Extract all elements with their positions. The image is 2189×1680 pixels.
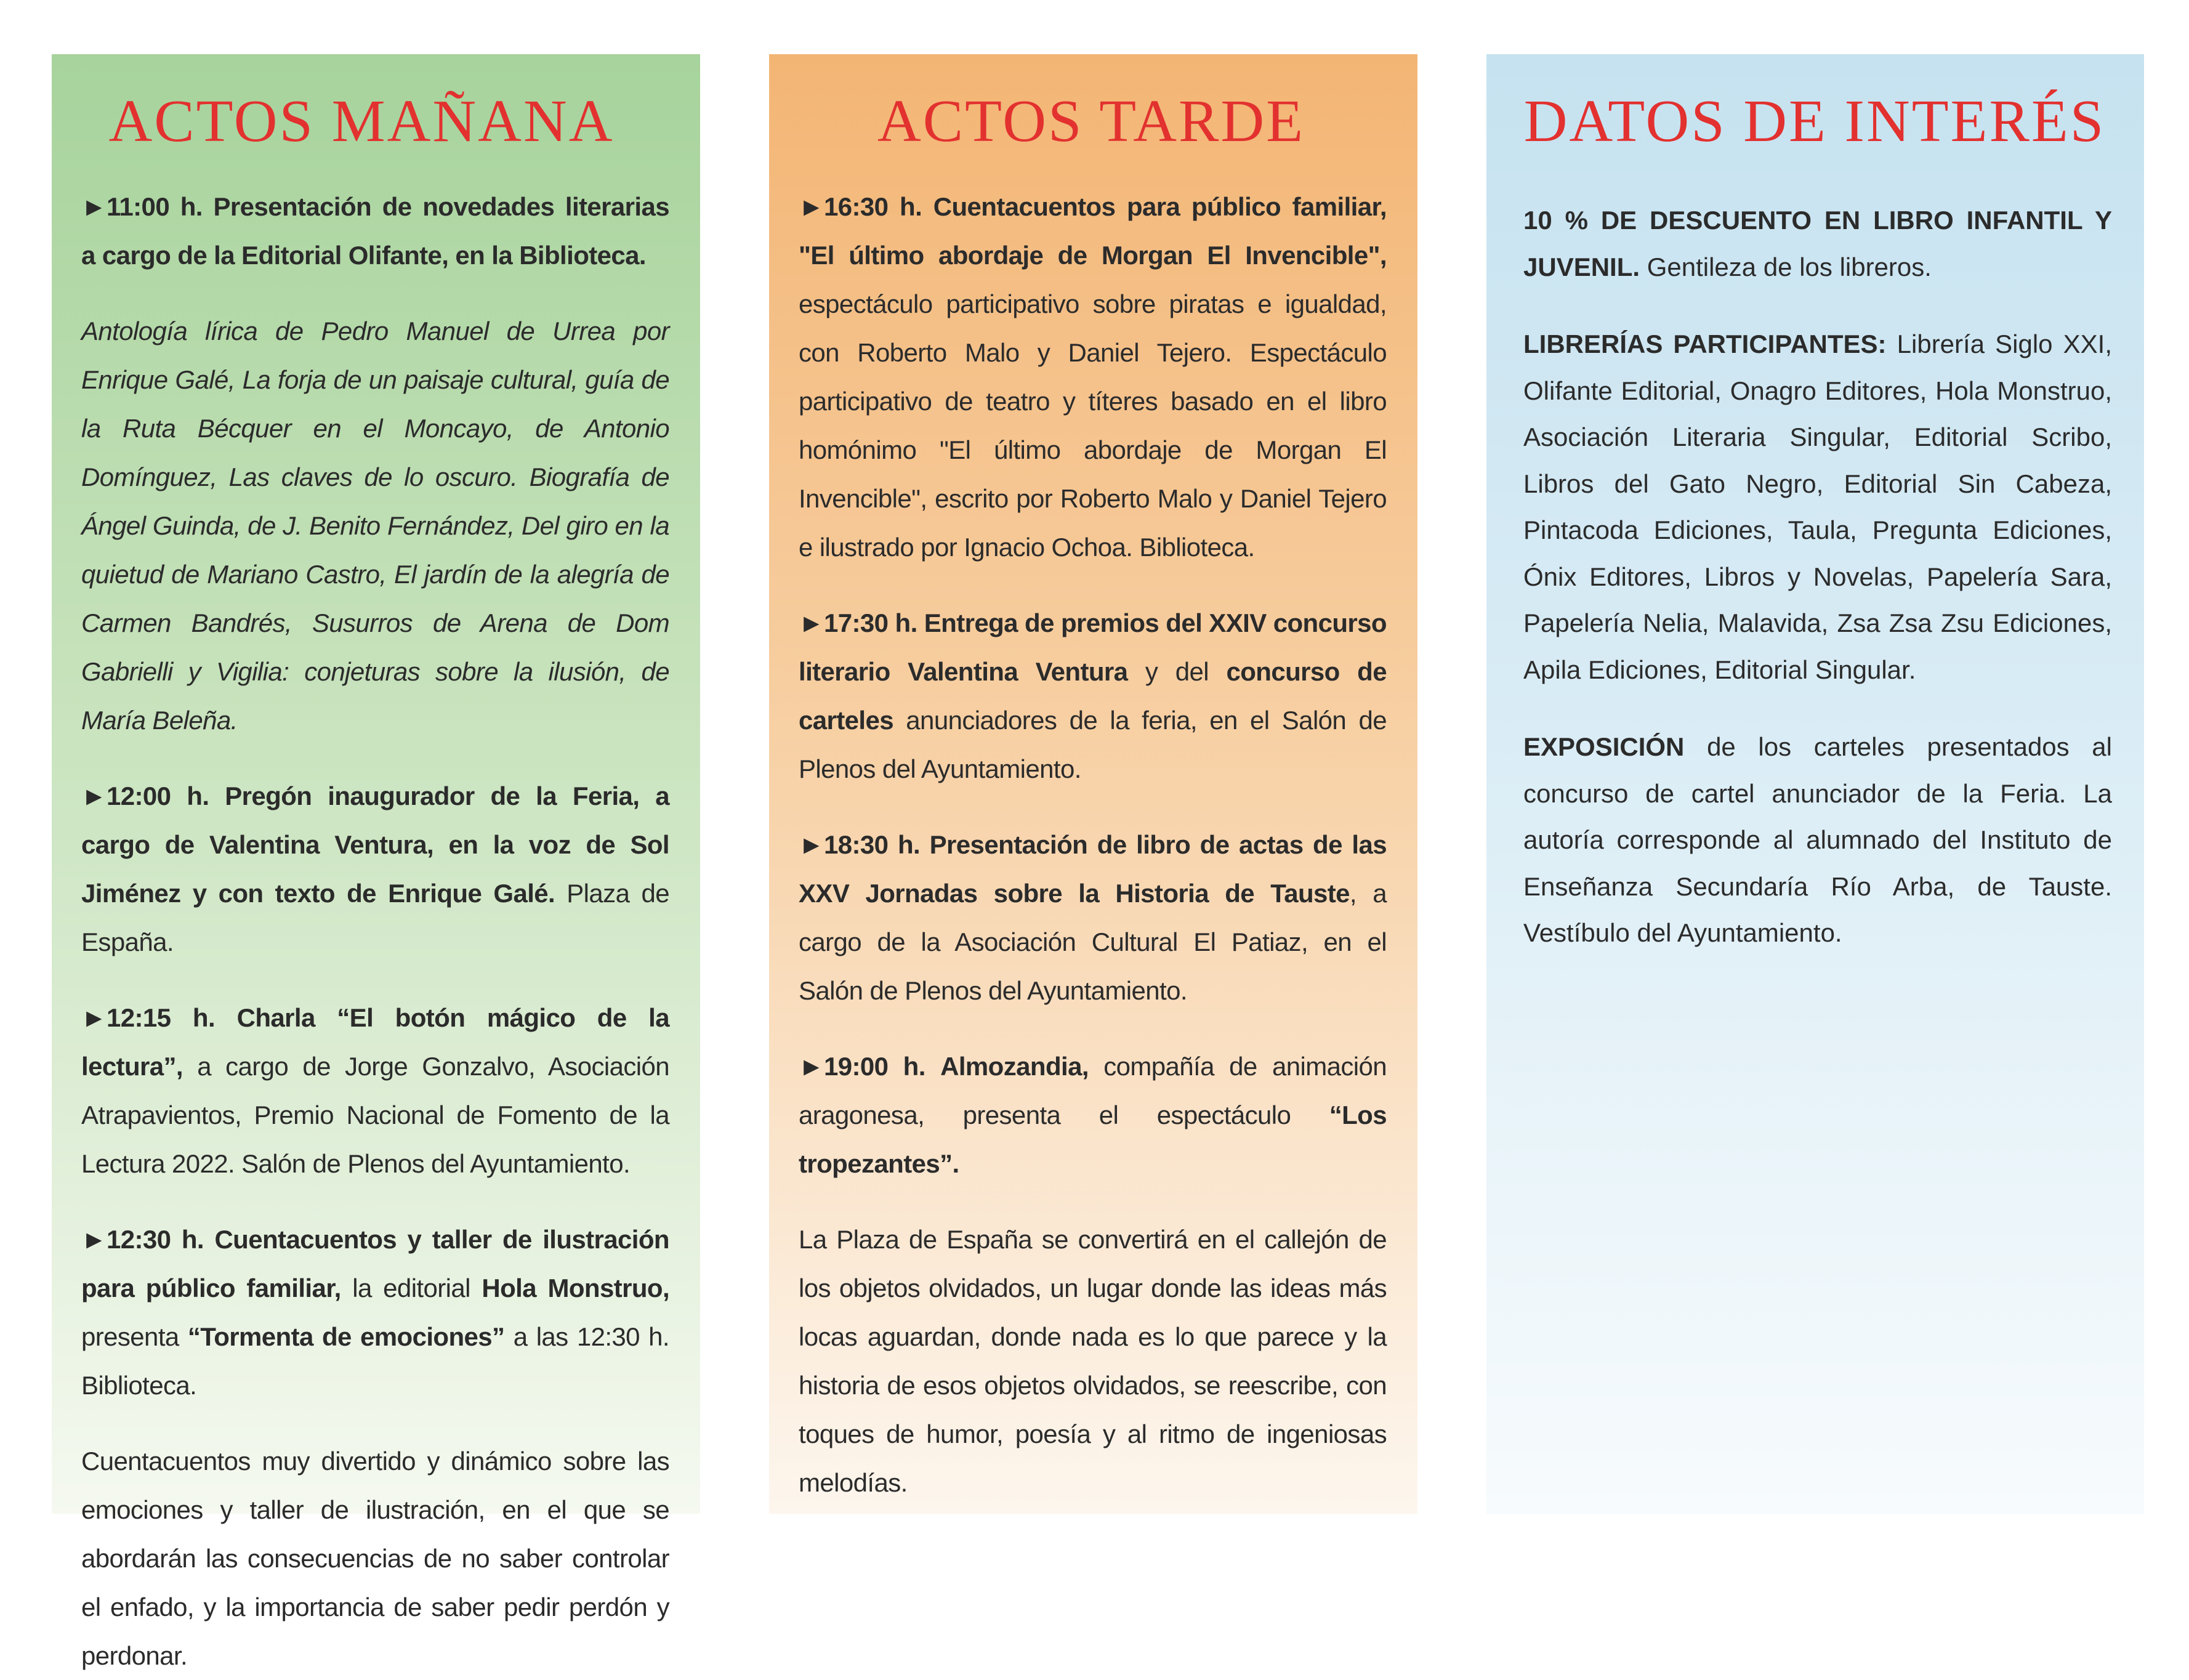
column-afternoon-events: [769, 54, 1417, 1514]
event-1230: ►12:30 h. Cuentacuentos y taller de ilustración para público familiar, la editorial Hola Monstruo, presenta “Tormenta de emociones” a las 12:30 h. Biblioteca.: [81, 1225, 670, 1400]
column-info: [1486, 54, 2144, 1514]
event-1100-description: Antología lírica de Pedro Manuel de Urrea por Enrique Galé, La forja de un paisaje cultural, guía de la Ruta Bécquer en el Moncayo, de Antonio Domínguez, Las claves de lo oscuro. Biografía de Ángel Guinda, de J. Benito Fernández, Del giro en la quietud de Mariano Castro, El jardín de la alegría de Carmen Bandrés, Susurros de Arena de Dom Gabrielli y Vigilia: conjeturas sobre la ilusión, de María Beleña.: [81, 317, 669, 735]
participating-bookshops: LIBRERÍAS PARTICIPANTES: Librería Siglo XXI, Olifante Editorial, Onagro Editores, Hola Monstruo, Asociación Literaria Singular, Editorial Scribo, Libros del Gato Negro, Editorial Sin Cabeza, Pintacoda Ediciones, Taula, Pregunta Ediciones, Ónix Editores, Libros y Novelas, Papelería Sara, Papelería Nelia, Malavida, Zsa Zsa Zsu Ediciones, Apila Ediciones, Editorial Singular.: [1523, 329, 2112, 684]
event-details: a cargo de Jorge Gonzalvo, Asociación Atrapavientos, Premio Nacional de Fomento de la Lectura 2022. Salón de Plenos del Ayuntamiento.: [81, 1052, 669, 1178]
event-time: ►19:00 h.: [799, 1052, 925, 1081]
event-title: Charla “El botón mágico de la lectura”,: [81, 1003, 669, 1081]
event-1830: [799, 820, 1387, 1015]
event-1900: ►19:00 h. Almozandia, compañía de animación aragonesa, presenta el espectáculo “Los tropezantes”.: [799, 1052, 1387, 1178]
event-title: Cuentacuentos y taller de ilustración para público familiar,: [81, 1225, 669, 1302]
event-1230-description: Cuentacuentos muy divertido y dinámico sobre las emociones y taller de ilustración, en el que se abordarán las consecuencias de no saber controlar el enfado, y la importancia de saber pedir perdón y perdonar.: [81, 1447, 669, 1670]
event-title: Almozandia,: [940, 1052, 1089, 1081]
event-1200: [81, 772, 669, 966]
event-details: , a cargo de la Asociación Cultural El Patiaz, en el Salón de Plenos del Ayuntamiento.: [799, 879, 1387, 1005]
afternoon-title: ACTOS TARDE: [877, 88, 1305, 155]
event-1100: [81, 182, 669, 280]
event-time: ►17:30 h.: [799, 608, 917, 637]
morning-title: ACTOS MAÑANA: [108, 88, 615, 155]
event-title: Presentación de libro de actas de las XXV Jornadas sobre la Historia de Tauste: [799, 830, 1387, 908]
info-title: DATOS DE INTERÉS: [1523, 88, 2106, 155]
event-1730: ►17:30 h. Entrega de premios del XXIV concurso literario Valentina Ventura y del concurso de carteles anunciadores de la feria, en el Salón de Plenos del Ayuntamiento.: [799, 608, 1387, 783]
show-title: “Los tropezantes”.: [799, 1100, 1387, 1178]
event-time: ►12:00 h.: [81, 781, 209, 810]
event-time: ►12:30 h.: [81, 1225, 204, 1254]
show-title: “Tormenta de emociones”: [187, 1322, 505, 1351]
event-title: Cuentacuentos para público familiar, "El último abordaje de Morgan El Invencible",: [799, 192, 1387, 270]
event-1215: [81, 993, 669, 1188]
event-1900-description: La Plaza de España se convertirá en el callejón de los objetos olvidados, un lugar donde las ideas más locas aguardan, donde nada es lo que parece y la historia de esos objetos olvidados, se reescribe, con toques de humor, poesía y al ritmo de ingeniosas melodías.: [799, 1225, 1387, 1497]
event-title: Entrega de premios del XXIV concurso literario Valentina Ventura: [799, 608, 1387, 686]
event-time: ►18:30 h.: [799, 830, 921, 859]
event-location: Plaza de España.: [81, 879, 669, 956]
event-time: ►16:30 h.: [799, 192, 922, 221]
event-title: Presentación de novedades literarias a cargo de la Editorial Olifante, en la Biblioteca.: [81, 192, 669, 270]
event-title: Pregón inaugurador de la Feria, a cargo de Valentina Ventura, en la voz de Sol Jiménez y con texto de Enrique Galé.: [81, 781, 669, 908]
poster-exhibition: EXPOSICIÓN de los carteles presentados al concurso de cartel anunciador de la Feria. La autoría corresponde al alumnado del Instituto de Enseñanza Secundaría Río Arba, de Tauste. Vestíbulo del Ayuntamiento.: [1523, 732, 2112, 947]
event-time: ►12:15 h.: [81, 1003, 216, 1032]
event-details: espectáculo participativo sobre piratas e igualdad, con Roberto Malo y Daniel Tejero. Espectáculo participativo de teatro y títeres basado en el libro homónimo "El último abordaje de Morgan El Invencible", escrito por Roberto Malo y Daniel Tejero e ilustrado por Ignacio Ochoa. Biblioteca.: [799, 289, 1387, 562]
event-1630: [799, 182, 1387, 571]
column-morning-events: [52, 54, 700, 1670]
discount-note: 10 % DE DESCUENTO EN LIBRO INFANTIL Y JUVENIL. Gentileza de los libreros.: [1523, 206, 2112, 281]
event-time: ►11:00 h.: [81, 192, 203, 221]
publisher-name: Hola Monstruo,: [482, 1274, 670, 1302]
